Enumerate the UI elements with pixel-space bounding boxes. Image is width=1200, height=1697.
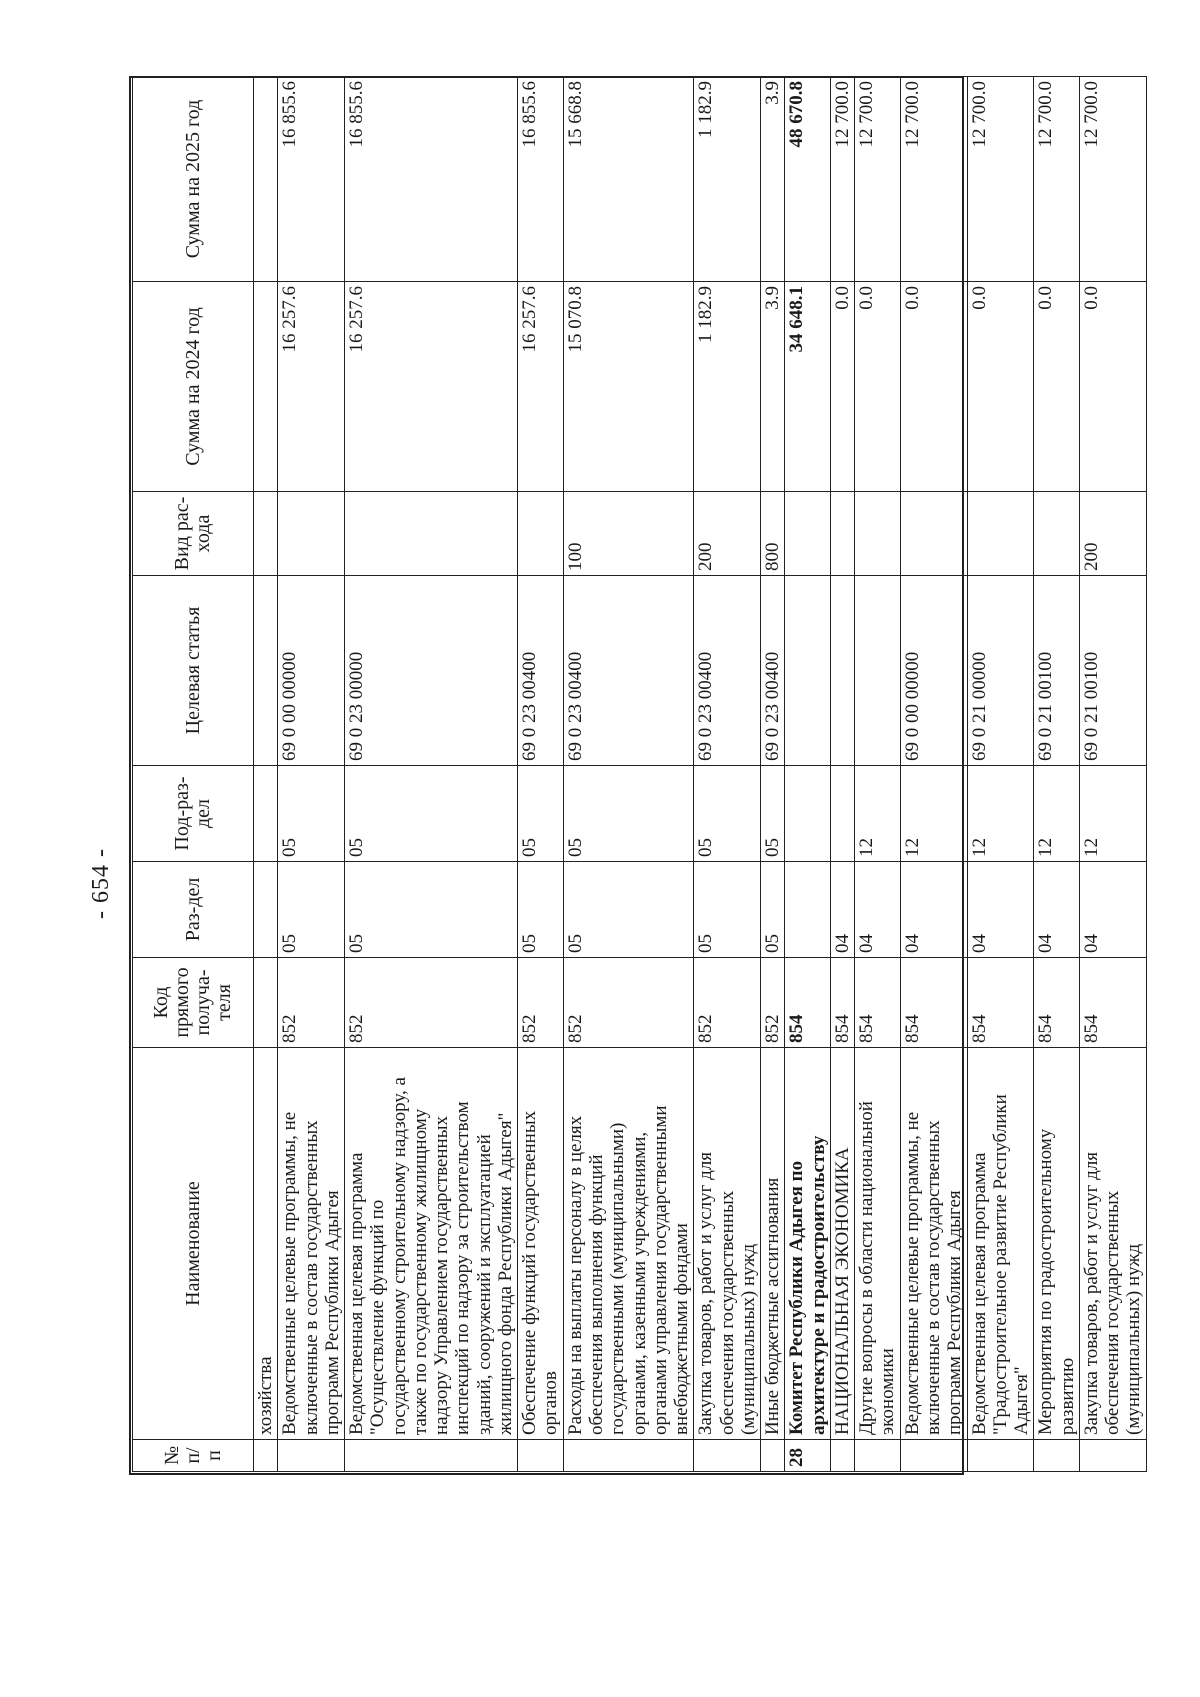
cell-sum-2024: 34 648.1: [785, 282, 831, 492]
cell-sum-2024: 0.0: [855, 282, 901, 492]
cell-num: [694, 1440, 761, 1472]
cell-subsection: 12: [1034, 766, 1080, 862]
cell-section: [785, 862, 831, 958]
cell-target: 69 0 21 00100: [1034, 576, 1080, 766]
cell-subsection: 05: [761, 766, 785, 862]
cell-expense-type: [855, 492, 901, 576]
cell-recipient: 852: [278, 958, 345, 1048]
cell-recipient: 852: [761, 958, 785, 1048]
cell-subsection: 05: [345, 766, 518, 862]
cell-subsection: [785, 766, 831, 862]
cell-section: 05: [694, 862, 761, 958]
cell-subsection: 12: [967, 766, 1034, 862]
table-row: [1034, 77, 1080, 1472]
table-row: [694, 77, 761, 1472]
cell-name: Комитет Республики Адыгея по архитектуре и градостроительству: [785, 1048, 831, 1440]
cell-recipient: 852: [345, 958, 518, 1048]
cell-sum-2025: 12 700.0: [1079, 77, 1146, 282]
cell-sum-2024: 1 182.9: [694, 282, 761, 492]
cell-num: [1034, 1440, 1080, 1472]
cell-section: 05: [518, 862, 564, 958]
cell-target: 69 0 23 00000: [345, 576, 518, 766]
cell-recipient: 854: [830, 958, 854, 1048]
cell-section: 04: [967, 862, 1034, 958]
page-number: - 654 -: [88, 848, 114, 919]
cell-expense-type: [345, 492, 518, 576]
cell-subsection: 05: [694, 766, 761, 862]
cell-recipient: [254, 958, 278, 1048]
cell-target: 69 0 00 00000: [900, 576, 967, 766]
cell-expense-type: [254, 492, 278, 576]
cell-name: Расходы на выплаты персоналу в целях обеспечения выполнения функций государственными (муниципальными) органами, казенными учреждениями, органами управления государственными внебюджетными фондами: [563, 1048, 694, 1440]
cell-subsection: [830, 766, 854, 862]
cell-num: [900, 1440, 967, 1472]
cell-expense-type: 800: [761, 492, 785, 576]
cell-name: Ведомственная целевая программа "Осуществление функций по государственному строительному надзору, а также по государственному жилищному надзору Управлением государственных инспекций по надзору за строительством зданий, сооружений и эксплуатацией жилищного фонда Республики Адыгея": [345, 1048, 518, 1440]
table-row: [278, 77, 345, 1472]
cell-expense-type: 200: [1079, 492, 1146, 576]
cell-sum-2024: 0.0: [1079, 282, 1146, 492]
cell-name: Закупка товаров, работ и услуг для обеспечения государственных (муниципальных) нужд: [694, 1048, 761, 1440]
cell-section: 05: [345, 862, 518, 958]
cell-num: [278, 1440, 345, 1472]
cell-sum-2024: 0.0: [1034, 282, 1080, 492]
table-body: [254, 77, 1147, 1472]
cell-target: 69 0 23 00400: [761, 576, 785, 766]
table-row: [563, 77, 694, 1472]
cell-expense-type: [830, 492, 854, 576]
cell-subsection: 12: [900, 766, 967, 862]
table-row: [254, 77, 278, 1472]
cell-target: 69 0 21 00000: [967, 576, 1034, 766]
cell-recipient: 854: [900, 958, 967, 1048]
cell-sum-2025: 12 700.0: [900, 77, 967, 282]
cell-num: [855, 1440, 901, 1472]
table-row: [830, 77, 854, 1472]
cell-sum-2025: 3.9: [761, 77, 785, 282]
cell-sum-2024: 15 070.8: [563, 282, 694, 492]
table-row: [900, 77, 967, 1472]
cell-target: 69 0 23 00400: [694, 576, 761, 766]
cell-section: 04: [900, 862, 967, 958]
table-row: [785, 77, 831, 1472]
cell-sum-2024: 16 257.6: [345, 282, 518, 492]
table-row: [1079, 77, 1146, 1472]
cell-recipient: 854: [855, 958, 901, 1048]
cell-subsection: 05: [563, 766, 694, 862]
cell-num: [563, 1440, 694, 1472]
cell-target: 69 0 23 00400: [563, 576, 694, 766]
cell-recipient: 852: [518, 958, 564, 1048]
cell-num: [254, 1440, 278, 1472]
cell-expense-type: 100: [563, 492, 694, 576]
header-name: Наименование: [133, 1048, 254, 1440]
cell-name: Иные бюджетные ассигнования: [761, 1048, 785, 1440]
cell-sum-2025: 12 700.0: [830, 77, 854, 282]
cell-section: 05: [278, 862, 345, 958]
cell-recipient: 854: [967, 958, 1034, 1048]
cell-sum-2024: 3.9: [761, 282, 785, 492]
cell-target: [254, 576, 278, 766]
cell-expense-type: 200: [694, 492, 761, 576]
table-row: [855, 77, 901, 1472]
cell-subsection: 12: [855, 766, 901, 862]
cell-sum-2025: [254, 77, 278, 282]
cell-recipient: 854: [785, 958, 831, 1048]
budget-table: [132, 76, 1147, 1472]
cell-name: Ведомственная целевая программа "Градостроительное развитие Республики Адыгея": [967, 1048, 1034, 1440]
cell-num: [761, 1440, 785, 1472]
header-expense-type: Вид рас-хода: [133, 492, 254, 576]
cell-section: 04: [855, 862, 901, 958]
cell-num: [967, 1440, 1034, 1472]
table-header-row: [133, 77, 254, 1472]
cell-target: 69 0 00 00000: [278, 576, 345, 766]
cell-sum-2025: 12 700.0: [855, 77, 901, 282]
cell-name: Закупка товаров, работ и услуг для обеспечения государственных (муниципальных) нужд: [1079, 1048, 1146, 1440]
cell-sum-2025: 15 668.8: [563, 77, 694, 282]
cell-name: Обеспечение функций государственных органов: [518, 1048, 564, 1440]
cell-recipient: 852: [563, 958, 694, 1048]
cell-name: Ведомственные целевые программы, не включенные в состав государственных программ Республики Адыгея: [278, 1048, 345, 1440]
cell-section: 05: [563, 862, 694, 958]
cell-recipient: 854: [1034, 958, 1080, 1048]
cell-sum-2024: 0.0: [967, 282, 1034, 492]
cell-subsection: 05: [518, 766, 564, 862]
cell-section: [254, 862, 278, 958]
cell-name: хозяйства: [254, 1048, 278, 1440]
cell-num: 28: [785, 1440, 831, 1472]
cell-section: 04: [830, 862, 854, 958]
cell-sum-2024: [254, 282, 278, 492]
cell-name: Мероприятия по градостроительному развитию: [1034, 1048, 1080, 1440]
cell-expense-type: [1034, 492, 1080, 576]
cell-target: [855, 576, 901, 766]
cell-num: [1079, 1440, 1146, 1472]
cell-section: 04: [1079, 862, 1146, 958]
cell-num: [830, 1440, 854, 1472]
cell-sum-2025: 16 855.6: [518, 77, 564, 282]
cell-sum-2025: 12 700.0: [967, 77, 1034, 282]
cell-sum-2024: 0.0: [830, 282, 854, 492]
cell-subsection: 05: [278, 766, 345, 862]
cell-sum-2024: 16 257.6: [278, 282, 345, 492]
cell-num: [518, 1440, 564, 1472]
cell-subsection: 12: [1079, 766, 1146, 862]
table-row: [518, 77, 564, 1472]
cell-num: [345, 1440, 518, 1472]
cell-target: [830, 576, 854, 766]
table-row: [761, 77, 785, 1472]
cell-sum-2025: 1 182.9: [694, 77, 761, 282]
header-section: Раз-дел: [133, 862, 254, 958]
cell-target: [785, 576, 831, 766]
cell-sum-2024: 16 257.6: [518, 282, 564, 492]
table-row: [345, 77, 518, 1472]
cell-sum-2025: 12 700.0: [1034, 77, 1080, 282]
cell-target: 69 0 23 00400: [518, 576, 564, 766]
cell-expense-type: [900, 492, 967, 576]
cell-recipient: 854: [1079, 958, 1146, 1048]
table-row: [967, 77, 1034, 1472]
cell-name: Другие вопросы в области национальной экономики: [855, 1048, 901, 1440]
cell-target: 69 0 21 00100: [1079, 576, 1146, 766]
cell-expense-type: [967, 492, 1034, 576]
cell-expense-type: [785, 492, 831, 576]
cell-sum-2025: 16 855.6: [345, 77, 518, 282]
header-subsection: Под-раз-дел: [133, 766, 254, 862]
cell-name: НАЦИОНАЛЬНАЯ ЭКОНОМИКА: [830, 1048, 854, 1440]
header-recipient: Код прямого получа-теля: [133, 958, 254, 1048]
cell-section: 05: [761, 862, 785, 958]
cell-name: Ведомственные целевые программы, не включенные в состав государственных программ Республики Адыгея: [900, 1048, 967, 1440]
header-sum-2025: Сумма на 2025 год: [133, 77, 254, 282]
cell-sum-2025: 16 855.6: [278, 77, 345, 282]
cell-expense-type: [518, 492, 564, 576]
header-sum-2024: Сумма на 2024 год: [133, 282, 254, 492]
cell-subsection: [254, 766, 278, 862]
cell-sum-2024: 0.0: [900, 282, 967, 492]
cell-recipient: 852: [694, 958, 761, 1048]
cell-section: 04: [1034, 862, 1080, 958]
cell-expense-type: [278, 492, 345, 576]
cell-sum-2025: 48 670.8: [785, 77, 831, 282]
header-target: Целевая статья: [133, 576, 254, 766]
header-num: № п/п: [133, 1440, 254, 1472]
